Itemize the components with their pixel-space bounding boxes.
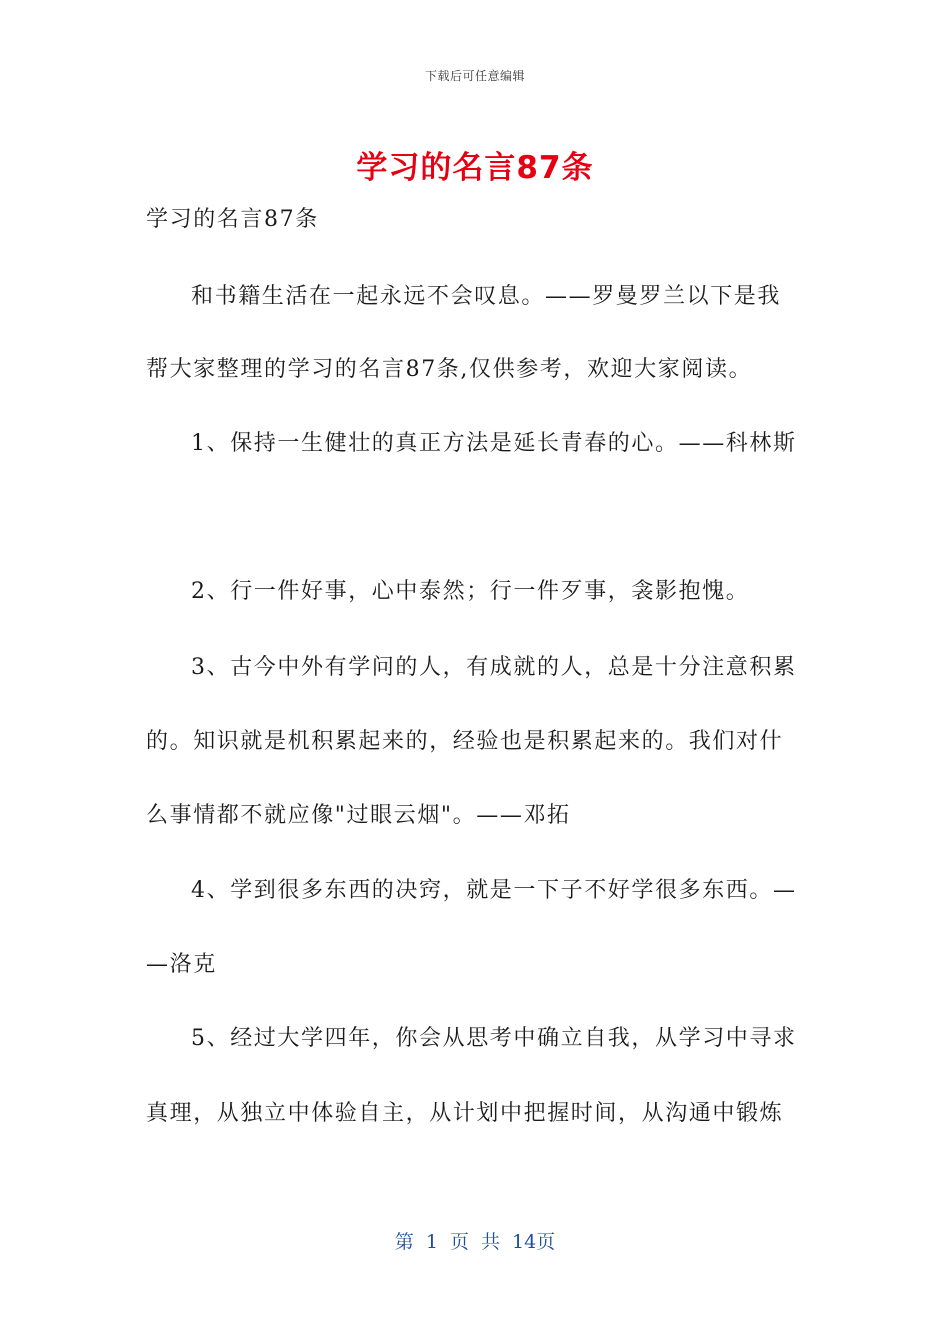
quote-line: 1、保持一生健壮的真正方法是延长青春的心。——科林斯	[191, 431, 797, 456]
quote-line: 5、经过大学四年，你会从思考中确立自我，从学习中寻求	[191, 1026, 797, 1051]
quote-line: —洛克	[146, 952, 217, 977]
quote-line: 真理，从独立中体验自主，从计划中把握时间，从沟通中锻炼	[146, 1101, 784, 1126]
document-title: 学习的名言87条	[356, 150, 594, 186]
quote-line: 4、学到很多东西的决窍，就是一下子不好学很多东西。—	[191, 878, 797, 903]
paragraph-line: 和书籍生活在一起永远不会叹息。——罗曼罗兰以下是我	[191, 284, 782, 309]
quote-line: 3、古今中外有学问的人，有成就的人，总是十分注意积累	[191, 655, 797, 680]
quote-line: 2、行一件好事，心中泰然；行一件歹事，衾影抱愧。	[191, 579, 750, 604]
quote-line: 么事情都不就应像"过眼云烟"。——邓拓	[146, 803, 571, 828]
subtitle-line: 学习的名言87条	[146, 207, 319, 232]
paragraph-line: 帮大家整理的学习的名言87条,仅供参考，欢迎大家阅读。	[146, 357, 753, 382]
page-number-footer: 第 1 页 共 14页	[394, 1231, 556, 1253]
header-note: 下载后可任意编辑	[424, 69, 525, 83]
quote-line: 的。知识就是机积累起来的，经验也是积累起来的。我们对什	[146, 729, 784, 754]
